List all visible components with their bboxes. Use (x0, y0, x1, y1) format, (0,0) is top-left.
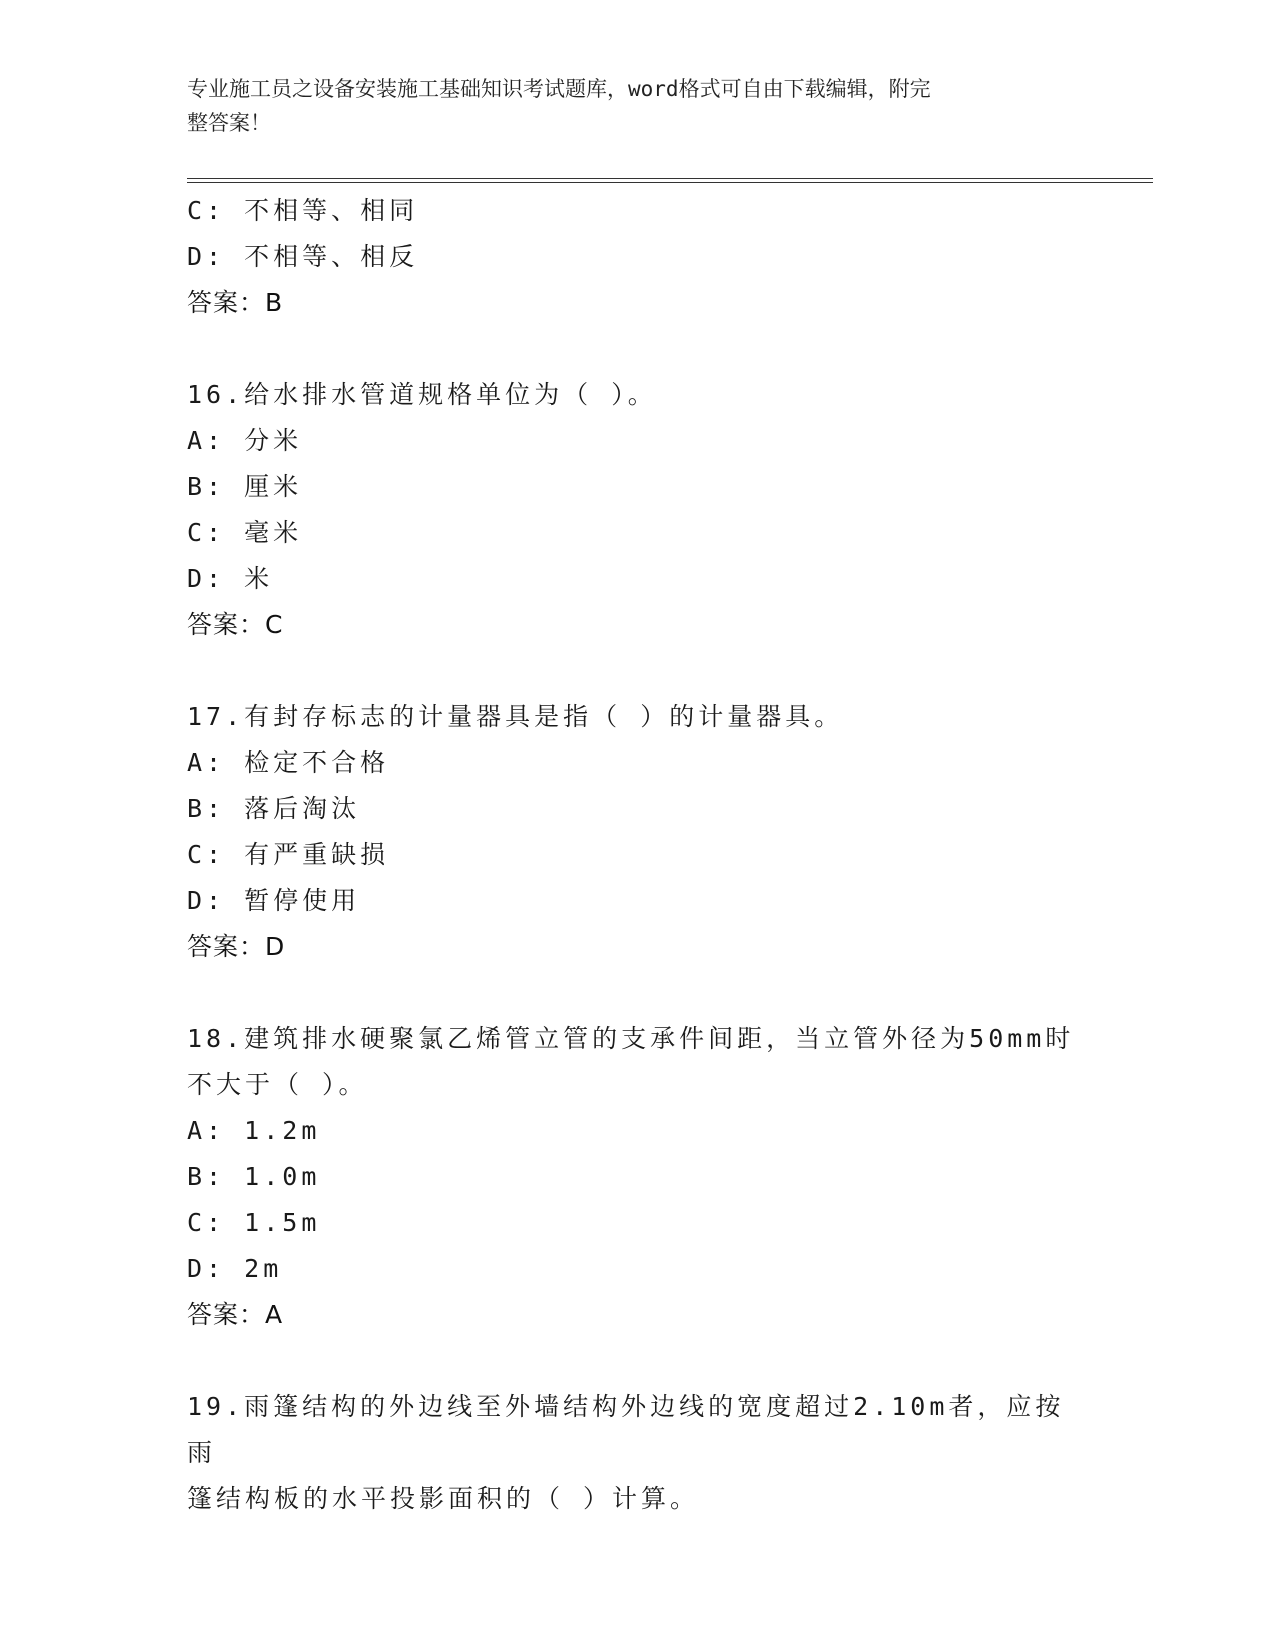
option-a (187, 418, 1087, 464)
question-stem-19: 19.雨篷结构的外边线至外墙结构外边线的宽度超过2.10m者，应按雨 (187, 1392, 1065, 1467)
option-text: 落后淘汰 (244, 794, 361, 823)
answer-line: 答案：B (187, 288, 284, 317)
option-c (187, 1200, 1087, 1246)
option-label: A: (187, 1116, 226, 1145)
option-b (187, 1154, 1087, 1200)
option-b (187, 464, 1087, 510)
question-stem-16: 16.给水排水管道规格单位为（ ）。 (187, 380, 657, 409)
option-text: 毫米 (244, 518, 303, 547)
option-text: 检定不合格 (244, 748, 390, 777)
question-stem-19-cont: 篷结构板的水平投影面积的（ ）计算。 (187, 1484, 700, 1513)
option-b (187, 786, 1087, 832)
option-label: B: (187, 1162, 226, 1191)
header-title-line-2: 整答案！ (187, 111, 271, 135)
page-header (187, 72, 1067, 140)
question-list (187, 188, 1087, 1522)
option-text: 米 (244, 564, 274, 593)
option-c (187, 832, 1087, 878)
answer-line: 答案：A (187, 1300, 284, 1329)
option-label: C: (187, 1208, 226, 1237)
header-title-line-1: 专业施工员之设备安装施工基础知识考试题库，word格式可自由下载编辑，附完 (187, 77, 931, 101)
option-label: D: (187, 242, 226, 271)
option-text: 暂停使用 (244, 886, 361, 915)
option-label: D: (187, 886, 226, 915)
option-d (187, 878, 1087, 924)
option-label: C: (187, 840, 226, 869)
header-divider (187, 178, 1153, 183)
option-label: A: (187, 748, 226, 777)
option-label: B: (187, 794, 226, 823)
option-a (187, 1108, 1087, 1154)
option-c (187, 510, 1087, 556)
option-text: 分米 (244, 426, 303, 455)
option-d (187, 234, 1087, 280)
question-stem-17: 17.有封存标志的计量器具是指（ ）的计量器具。 (187, 702, 844, 731)
answer-line: 答案：C (187, 610, 284, 639)
option-label: C: (187, 196, 226, 225)
option-label: C: (187, 518, 226, 547)
question-stem-18: 18.建筑排水硬聚氯乙烯管立管的支承件间距，当立管外径为50mm时 (187, 1024, 1075, 1053)
answer-line: 答案：D (187, 932, 286, 961)
option-a (187, 740, 1087, 786)
option-text: 2m (244, 1254, 283, 1283)
option-text: 厘米 (244, 472, 303, 501)
option-text: 有严重缺损 (244, 840, 390, 869)
spacer (187, 1338, 1087, 1384)
question-stem-18-cont: 不大于（ ）。 (187, 1070, 368, 1099)
spacer (187, 648, 1087, 694)
option-label: D: (187, 564, 226, 593)
option-d (187, 1246, 1087, 1292)
option-text: 1.0m (244, 1162, 321, 1191)
option-text: 1.2m (244, 1116, 321, 1145)
option-text: 不相等、相同 (244, 196, 419, 225)
option-label: A: (187, 426, 226, 455)
option-label: B: (187, 472, 226, 501)
spacer (187, 970, 1087, 1016)
option-c (187, 188, 1087, 234)
option-text: 1.5m (244, 1208, 321, 1237)
option-d (187, 556, 1087, 602)
spacer (187, 326, 1087, 372)
option-label: D: (187, 1254, 226, 1283)
option-text: 不相等、相反 (244, 242, 419, 271)
